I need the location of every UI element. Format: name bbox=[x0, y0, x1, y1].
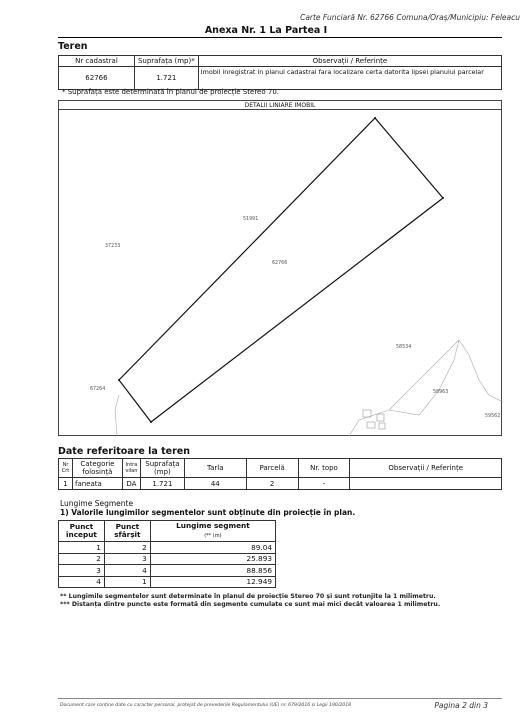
cell-length: 25.893 bbox=[150, 553, 275, 565]
col-suprafata-mp: Suprafața (mp) bbox=[140, 459, 184, 478]
segments-table-header bbox=[59, 521, 276, 542]
cell-start: 4 bbox=[59, 576, 105, 588]
cell-suprafata-mp: 1.721 bbox=[140, 478, 184, 490]
label-neighbor-1: 51991 bbox=[243, 217, 259, 222]
cell-end: 3 bbox=[104, 553, 150, 565]
book-info: Carte Funciară Nr. 62766 Comuna/Oraș/Municipiu: Feleacu bbox=[300, 13, 520, 22]
cell-end: 1 bbox=[104, 576, 150, 588]
footer-disclaimer: Document care conține date cu caracter personal, protejat de prevederile Regulamentului (UE) nr. 679/2016 și Legii 190/2018 bbox=[60, 703, 352, 708]
col-tarla: Tarla bbox=[184, 459, 246, 478]
segments-subtitle: 1) Valorile lungimilor segmentelor sunt obținute din proiecție în plan. bbox=[60, 508, 356, 517]
surface-note: * Suprafața este determinată în planul de proiecție Stereo 70. bbox=[62, 88, 280, 96]
cell-nr-cadastral: 62766 bbox=[59, 67, 135, 90]
table-row bbox=[59, 576, 276, 588]
neighbor-boundary-d bbox=[389, 340, 459, 410]
cell-suprafata: 1.721 bbox=[134, 67, 198, 90]
date-section-title: Date referitoare la teren bbox=[58, 446, 190, 457]
cell-intravilan: DA bbox=[122, 478, 140, 490]
vertex-2 bbox=[374, 117, 376, 119]
cell-length: 89.04 bbox=[150, 542, 275, 554]
cell-length: 12.949 bbox=[150, 576, 275, 588]
col-nr-cadastral: Nr cadastral bbox=[59, 56, 135, 67]
col-observatii: Observații / Referințe bbox=[198, 56, 501, 67]
label-neighbor-5: 58963 bbox=[433, 390, 449, 395]
col-suprafata: Suprafața (mp)* bbox=[134, 56, 198, 67]
title-divider bbox=[58, 37, 502, 38]
col-nr-crt: Nr Crt bbox=[59, 459, 73, 478]
neighbor-boundary-c bbox=[459, 340, 503, 402]
footnote-distance: *** Distanța dintre puncte este formată din segmente cumulate ce sunt mai mici decât valoarea 1 milimetru. bbox=[60, 601, 441, 608]
table-row bbox=[59, 67, 502, 90]
col-nr-topo: Nr. topo bbox=[298, 459, 350, 478]
building-d bbox=[379, 423, 385, 429]
vertex-3 bbox=[442, 197, 444, 199]
cell-categorie: faneata bbox=[72, 478, 122, 490]
building-a bbox=[363, 410, 371, 417]
cell-start: 1 bbox=[59, 542, 105, 554]
cell-end: 2 bbox=[104, 542, 150, 554]
map-title: DETALII LINIARE IMOBIL bbox=[59, 101, 501, 110]
cell-start: 3 bbox=[59, 565, 105, 577]
neighbor-boundary-a bbox=[115, 395, 119, 436]
col-punct-sfarsit: Punct sfârșit bbox=[104, 521, 150, 542]
table-row bbox=[59, 542, 276, 554]
map-drawing bbox=[59, 110, 503, 436]
date-table bbox=[58, 458, 502, 490]
col-lungime-segment bbox=[150, 521, 275, 542]
cell-tarla: 44 bbox=[184, 478, 246, 490]
label-neighbor-3: 67264 bbox=[90, 387, 106, 392]
page-title: Anexa Nr. 1 La Partea I bbox=[204, 25, 328, 36]
date-table-header bbox=[59, 459, 502, 478]
lungime-unit: (** (m) bbox=[204, 532, 222, 539]
page-number: Pagina 2 din 3 bbox=[434, 701, 488, 710]
label-neighbor-6: 59562 bbox=[485, 414, 501, 419]
col-punct-inceput: Punct început bbox=[59, 521, 105, 542]
cell-length: 88.856 bbox=[150, 565, 275, 577]
label-neighbor-2: 37233 bbox=[105, 244, 121, 249]
label-main-parcel: 62766 bbox=[272, 261, 288, 266]
cell-parcela: 2 bbox=[246, 478, 298, 490]
neighbor-boundary-b bbox=[349, 340, 459, 436]
cell-nr-crt: 1 bbox=[59, 478, 73, 490]
building-b bbox=[377, 414, 384, 421]
vertex-4 bbox=[150, 421, 152, 423]
cell-end: 4 bbox=[104, 565, 150, 577]
cell-start: 2 bbox=[59, 553, 105, 565]
teren-section-title: Teren bbox=[58, 41, 88, 52]
building-c bbox=[367, 422, 375, 428]
teren-table-header bbox=[59, 56, 502, 67]
segments-title: Lungime Segmente bbox=[60, 499, 134, 508]
table-row bbox=[59, 553, 276, 565]
cell-observatii-ref bbox=[350, 478, 502, 490]
col-categorie: Categorie folosință bbox=[72, 459, 122, 478]
table-row bbox=[59, 565, 276, 577]
cell-observatii: Imobil inregistrat in planul cadastral fara localizare certa datorita lipsei planului parcelar bbox=[198, 67, 501, 90]
footnote-lengths: ** Lungimile segmentelor sunt determinate în planul de proiecție Stereo 70 și sunt rotunjite la 1 milimetru. bbox=[60, 593, 436, 600]
col-observatii-ref: Observații / Referințe bbox=[350, 459, 502, 478]
footer-divider bbox=[58, 698, 502, 699]
col-intravilan: Intra vilan bbox=[122, 459, 140, 478]
teren-table bbox=[58, 55, 502, 90]
parcel-map bbox=[58, 100, 502, 436]
vertex-1 bbox=[118, 379, 120, 381]
lungime-label: Lungime segment bbox=[176, 521, 250, 530]
cell-nr-topo: - bbox=[298, 478, 350, 490]
segments-table bbox=[58, 520, 276, 588]
label-neighbor-4: 58534 bbox=[396, 345, 412, 350]
parcel-boundary bbox=[119, 118, 443, 422]
col-parcela: Parcelă bbox=[246, 459, 298, 478]
table-row bbox=[59, 478, 502, 490]
